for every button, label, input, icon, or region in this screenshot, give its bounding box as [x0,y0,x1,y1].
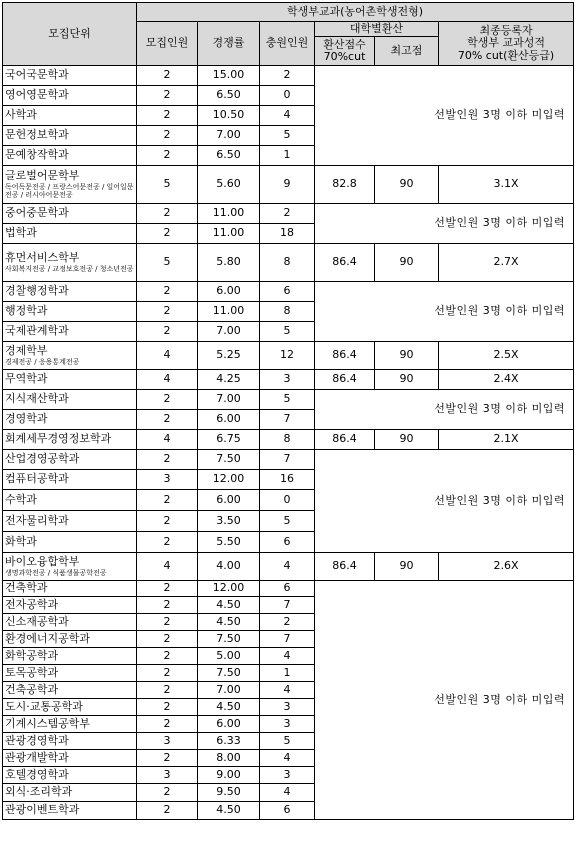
cell-filled: 2 [260,204,315,224]
cell-max: 90 [375,244,439,282]
cell-unit-name [3,699,137,716]
header-unit: 모집단위 [3,3,137,66]
cell-ratio: 6.00 [198,490,260,511]
cell-recruit: 2 [137,631,198,648]
unit-name: 컴퓨터공학과 [5,472,69,486]
unit-majors: 사회복지전공 / 교정보호전공 / 청소년전공 [5,264,134,273]
cell-recruit: 3 [137,470,198,490]
cell-recruit: 2 [137,204,198,224]
cell-filled: 7 [260,410,315,430]
cell-filled: 4 [260,553,315,581]
cell-filled: 5 [260,322,315,342]
cell-score70: 86.4 [315,342,375,370]
unit-name: 바이오융합학부 [5,555,80,569]
cell-filled: 4 [260,750,315,767]
unit-name: 사학과 [5,108,37,122]
cell-unit-name [3,370,137,390]
cell-ratio: 7.50 [198,665,260,682]
cell-unit-name [3,166,137,204]
cell-ratio: 9.00 [198,767,260,784]
table-row [3,553,574,581]
cell-filled: 12 [260,342,315,370]
unit-name: 문헌정보학과 [5,128,69,142]
cell-recruit: 2 [137,802,198,820]
header-recruit: 모집인원 [137,22,198,66]
cell-ratio: 11.00 [198,302,260,322]
cell-ratio: 7.50 [198,631,260,648]
cell-ratio: 6.50 [198,146,260,166]
cell-unit-name [3,490,137,511]
header-score70: 환산점수 70%cut [315,37,375,66]
cell-recruit: 2 [137,66,198,86]
table-row [3,342,574,370]
cell-ratio: 10.50 [198,106,260,126]
cell-ratio: 12.00 [198,581,260,597]
unit-name: 전자물리학과 [5,513,69,527]
cell-filled: 6 [260,581,315,597]
cell-recruit: 2 [137,450,198,470]
cell-unit-name [3,322,137,342]
cell-unit-name [3,282,137,302]
cell-ratio: 11.00 [198,224,260,244]
cell-recruit: 2 [137,665,198,682]
unit-name: 법학과 [5,226,37,240]
unit-name: 토목공학과 [5,665,59,679]
cell-recruit: 5 [137,166,198,204]
cell-unit-name [3,581,137,597]
unit-name: 환경에너지공학과 [5,631,91,645]
cell-recruit: 2 [137,390,198,410]
unit-name: 국제관계학과 [5,324,69,338]
cell-recruit: 2 [137,511,198,532]
cell-final: 2.1X [439,430,574,450]
cell-filled: 5 [260,511,315,532]
cell-filled: 4 [260,682,315,699]
unit-name: 무역학과 [5,372,48,386]
cell-filled: 4 [260,648,315,665]
cell-ratio: 6.33 [198,733,260,750]
cell-max: 90 [375,430,439,450]
cell-unit-name [3,126,137,146]
cell-ratio: 5.00 [198,648,260,665]
header-max: 최고점 [375,37,439,66]
cell-ratio: 6.00 [198,716,260,733]
cell-recruit: 2 [137,490,198,511]
cell-unit-name [3,614,137,631]
cell-unit-name [3,302,137,322]
cell-recruit: 2 [137,302,198,322]
unit-name: 화학과 [5,534,37,548]
cell-filled: 5 [260,390,315,410]
unit-name: 기계시스템공학부 [5,716,91,730]
cell-ratio: 6.00 [198,282,260,302]
cell-filled: 0 [260,490,315,511]
cell-ratio: 4.00 [198,553,260,581]
cell-filled: 16 [260,470,315,490]
cell-ratio: 5.80 [198,244,260,282]
cell-recruit: 2 [137,410,198,430]
note-not-entered: 선발인원 3명 이하 미입력 [315,450,574,553]
cell-max: 90 [375,342,439,370]
cell-unit-name [3,106,137,126]
cell-recruit: 2 [137,716,198,733]
unit-name: 지식재산학과 [5,392,69,406]
unit-name: 관광경영학과 [5,733,69,747]
header-filled: 충원인원 [260,22,315,66]
cell-ratio: 6.00 [198,410,260,430]
cell-filled: 7 [260,631,315,648]
cell-unit-name [3,784,137,802]
cell-ratio: 6.75 [198,430,260,450]
cell-recruit: 4 [137,342,198,370]
cell-ratio: 5.25 [198,342,260,370]
cell-filled: 4 [260,106,315,126]
unit-name: 행정학과 [5,304,48,318]
cell-unit-name [3,767,137,784]
cell-final: 2.7X [439,244,574,282]
cell-unit-name [3,66,137,86]
cell-unit-name [3,750,137,767]
unit-name: 외식·조리학과 [5,785,73,799]
cell-recruit: 2 [137,106,198,126]
cell-ratio: 12.00 [198,470,260,490]
cell-ratio: 15.00 [198,66,260,86]
cell-unit-name [3,631,137,648]
cell-filled: 0 [260,86,315,106]
unit-name: 신소재공학과 [5,614,69,628]
cell-recruit: 2 [137,224,198,244]
note-not-entered: 선발인원 3명 이하 미입력 [315,390,574,430]
cell-unit-name [3,648,137,665]
cell-recruit: 2 [137,581,198,597]
unit-name: 문예창작학과 [5,148,69,162]
cell-score70: 86.4 [315,370,375,390]
cell-recruit: 2 [137,146,198,166]
cell-recruit: 2 [137,322,198,342]
cell-score70: 86.4 [315,244,375,282]
cell-recruit: 2 [137,648,198,665]
cell-score70: 86.4 [315,430,375,450]
cell-max: 90 [375,553,439,581]
cell-unit-name [3,430,137,450]
cell-unit-name [3,716,137,733]
note-not-entered: 선발인원 3명 이하 미입력 [315,282,574,342]
unit-name: 관광개발학과 [5,750,69,764]
table-row [3,430,574,450]
unit-name: 관광이벤트학과 [5,803,80,817]
cell-recruit: 2 [137,784,198,802]
unit-name: 도시·교통공학과 [5,699,83,713]
unit-name: 호텔경영학과 [5,767,69,781]
cell-filled: 9 [260,166,315,204]
cell-unit-name [3,450,137,470]
cell-recruit: 4 [137,553,198,581]
table-row [3,581,574,597]
table-row [3,204,574,224]
unit-name: 건축학과 [5,581,48,595]
unit-name: 휴먼서비스학부 [5,251,80,265]
header-univ-group: 대학별환산 [315,22,439,37]
cell-recruit: 5 [137,244,198,282]
cell-recruit: 2 [137,614,198,631]
cell-filled: 3 [260,370,315,390]
cell-recruit: 2 [137,699,198,716]
cell-ratio: 4.50 [198,597,260,614]
cell-unit-name [3,86,137,106]
cell-filled: 1 [260,146,315,166]
unit-name: 건축공학과 [5,682,59,696]
cell-recruit: 2 [137,532,198,553]
header-final-group: 최종등록자 학생부 교과성적 70% cut(환산등급) [439,22,574,66]
unit-name: 회계세무경영정보학과 [5,432,112,446]
cell-ratio: 3.50 [198,511,260,532]
cell-final: 2.5X [439,342,574,370]
note-not-entered: 선발인원 3명 이하 미입력 [315,204,574,244]
cell-ratio: 8.00 [198,750,260,767]
cell-recruit: 4 [137,370,198,390]
cell-ratio: 7.00 [198,126,260,146]
cell-final: 2.6X [439,553,574,581]
cell-unit-name [3,511,137,532]
cell-recruit: 2 [137,282,198,302]
header-ratio: 경쟁률 [198,22,260,66]
cell-filled: 2 [260,614,315,631]
cell-unit-name [3,802,137,820]
admission-table [2,2,574,820]
cell-unit-name [3,733,137,750]
cell-filled: 6 [260,532,315,553]
cell-filled: 8 [260,244,315,282]
cell-filled: 7 [260,450,315,470]
cell-unit-name [3,470,137,490]
unit-name: 화학공학과 [5,648,59,662]
cell-unit-name [3,244,137,282]
cell-score70: 82.8 [315,166,375,204]
cell-filled: 3 [260,767,315,784]
unit-name: 글로벌어문학부 [5,169,80,183]
table-row [3,282,574,302]
cell-filled: 8 [260,302,315,322]
cell-filled: 5 [260,733,315,750]
unit-name: 중어중문학과 [5,206,69,220]
cell-ratio: 7.00 [198,322,260,342]
table-row [3,450,574,470]
cell-unit-name [3,224,137,244]
note-not-entered: 선발인원 3명 이하 미입력 [315,66,574,166]
cell-ratio: 4.25 [198,370,260,390]
cell-recruit: 2 [137,86,198,106]
cell-filled: 8 [260,430,315,450]
cell-unit-name [3,342,137,370]
cell-recruit: 2 [137,682,198,699]
cell-unit-name [3,532,137,553]
table-row [3,166,574,204]
unit-name: 산업경영공학과 [5,452,80,466]
unit-name: 경영학과 [5,412,48,426]
cell-filled: 6 [260,802,315,820]
cell-filled: 3 [260,699,315,716]
unit-name: 경찰행정학과 [5,284,69,298]
cell-recruit: 4 [137,430,198,450]
unit-majors: 생명과학전공 / 식품생물공학전공 [5,568,107,577]
cell-unit-name [3,410,137,430]
unit-name: 전자공학과 [5,597,59,611]
cell-final: 2.4X [439,370,574,390]
cell-filled: 4 [260,784,315,802]
cell-filled: 3 [260,716,315,733]
cell-ratio: 7.50 [198,450,260,470]
cell-max: 90 [375,166,439,204]
unit-name: 국어국문학과 [5,68,69,82]
cell-ratio: 5.60 [198,166,260,204]
cell-filled: 18 [260,224,315,244]
table-row [3,390,574,410]
unit-majors: 독어독문전공 / 프랑스어문전공 / 일어일문전공 / 러시아어문전공 [5,182,134,199]
table-row [3,244,574,282]
cell-filled: 6 [260,282,315,302]
cell-unit-name [3,682,137,699]
cell-ratio: 7.00 [198,390,260,410]
cell-recruit: 2 [137,750,198,767]
cell-ratio: 4.50 [198,699,260,716]
cell-filled: 5 [260,126,315,146]
header-group: 학생부교과(농어촌학생전형) [137,3,574,22]
unit-name: 영어영문학과 [5,88,69,102]
note-not-entered: 선발인원 3명 이하 미입력 [315,581,574,820]
cell-ratio: 11.00 [198,204,260,224]
cell-unit-name [3,204,137,224]
cell-ratio: 9.50 [198,784,260,802]
unit-name: 수학과 [5,492,37,506]
cell-ratio: 6.50 [198,86,260,106]
table-row [3,66,574,86]
cell-filled: 1 [260,665,315,682]
unit-name: 경제학부 [5,344,48,358]
cell-recruit: 2 [137,597,198,614]
cell-unit-name [3,553,137,581]
cell-recruit: 2 [137,126,198,146]
cell-recruit: 3 [137,733,198,750]
table-body [3,66,574,820]
unit-majors: 경제전공 / 응용통계전공 [5,357,80,366]
cell-unit-name [3,390,137,410]
cell-recruit: 3 [137,767,198,784]
cell-score70: 86.4 [315,553,375,581]
cell-filled: 7 [260,597,315,614]
cell-ratio: 4.50 [198,614,260,631]
cell-unit-name [3,146,137,166]
cell-filled: 2 [260,66,315,86]
cell-ratio: 5.50 [198,532,260,553]
cell-ratio: 7.00 [198,682,260,699]
cell-ratio: 4.50 [198,802,260,820]
cell-max: 90 [375,370,439,390]
cell-final: 3.1X [439,166,574,204]
cell-unit-name [3,665,137,682]
cell-unit-name [3,597,137,614]
table-row [3,370,574,390]
